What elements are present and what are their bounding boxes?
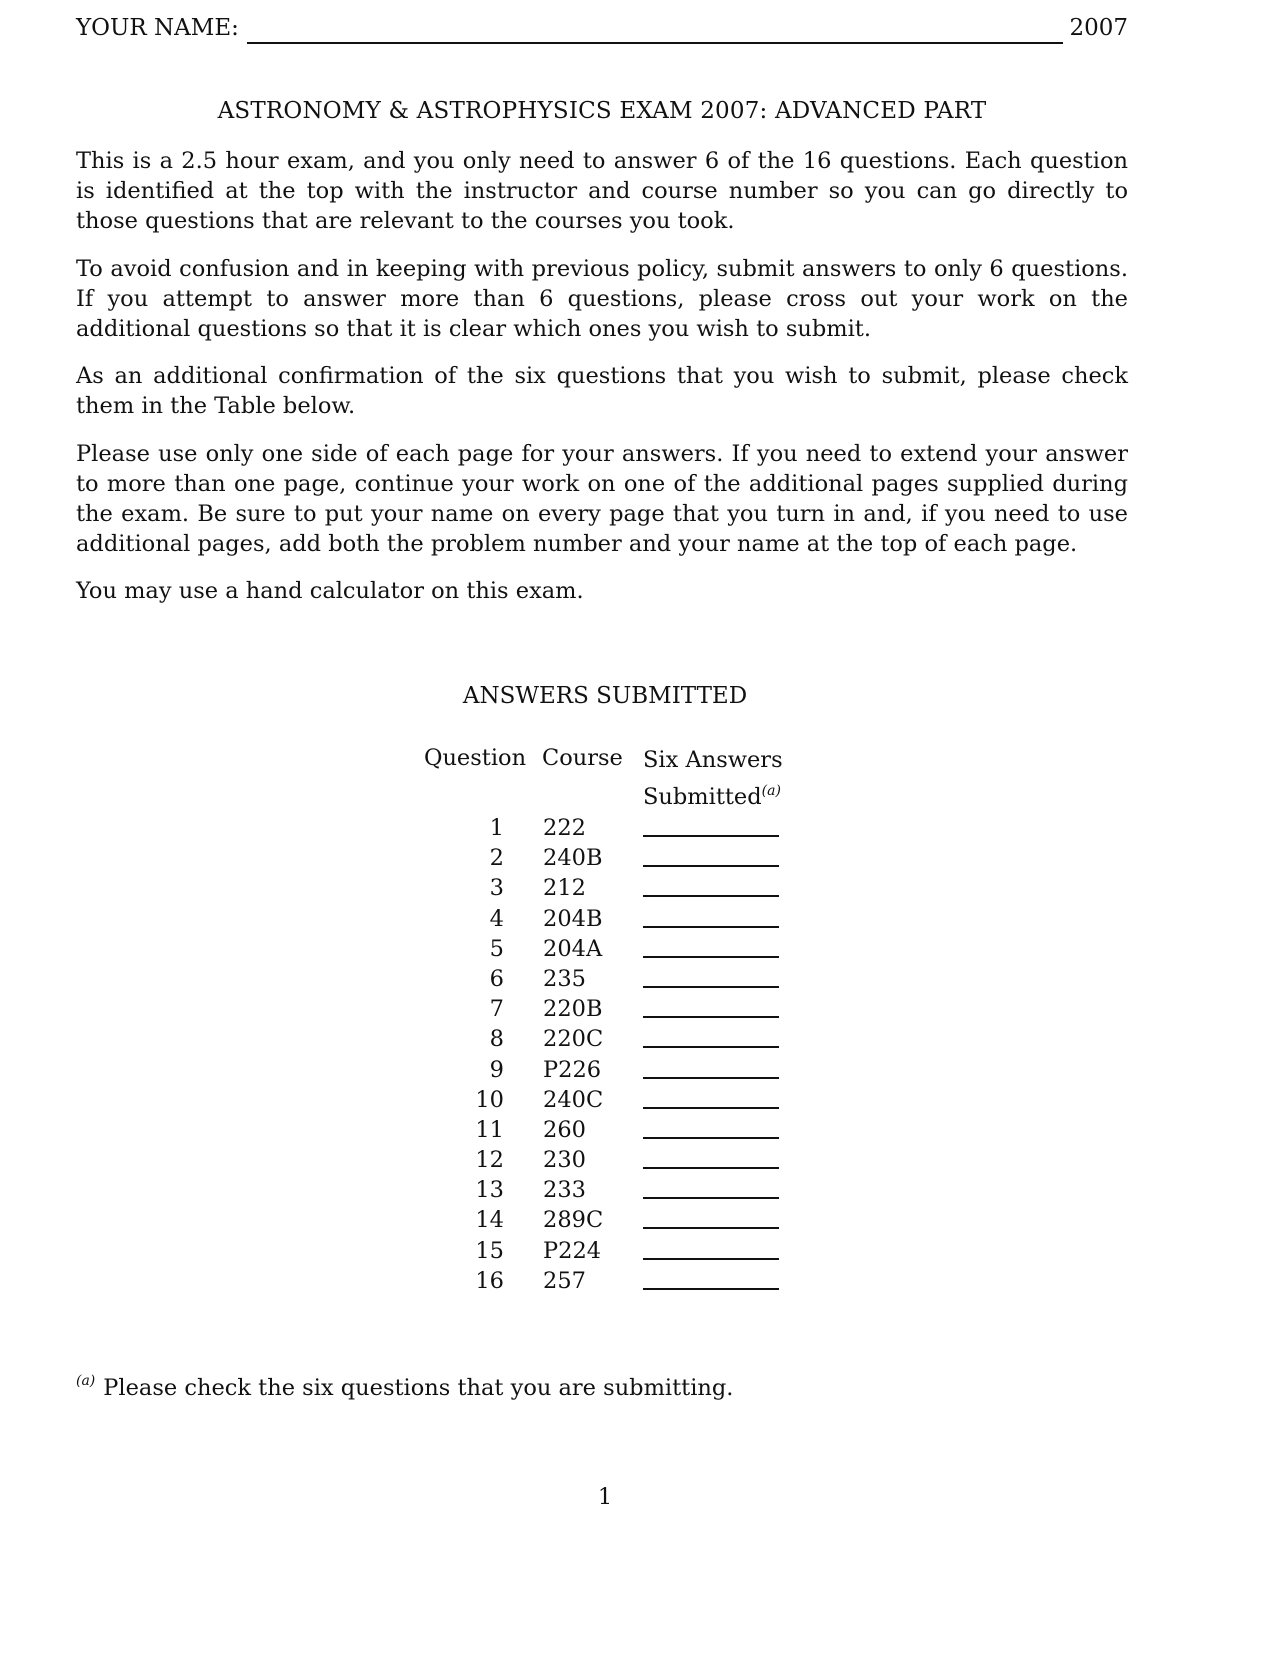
- paragraph: This is a 2.5 hour exam, and you only need to answer 6 of the 16 questions. Each question is identified at the top with the instructor and course number so you can go directly to those questions that are relevant to the courses you took.: [76, 148, 1128, 235]
- table-row: [420, 1238, 820, 1268]
- course-number: 212: [543, 875, 586, 902]
- table-row: [420, 1207, 820, 1237]
- course-number: 235: [543, 965, 586, 992]
- question-number: 14: [475, 1207, 504, 1234]
- course-number: 204A: [543, 935, 603, 962]
- footnote-marker: (a): [761, 783, 781, 799]
- course-number: 220C: [543, 1026, 604, 1053]
- course-number: 204B: [543, 905, 603, 932]
- answer-check-line[interactable]: [643, 835, 779, 837]
- name-label: YOUR NAME:: [76, 15, 239, 41]
- question-number: 2: [489, 845, 504, 872]
- paragraph: Please use only one side of each page for your answers. If you need to extend your answer to more than one page, continue your work on one of the additional pages supplied during the exam. Be sure to put your name on every page that you turn in and, if you need to use additional pages, add both the problem number and your name at the top of each page.: [76, 440, 1128, 558]
- course-number: 233: [543, 1177, 586, 1204]
- answer-check-line[interactable]: [643, 1016, 779, 1018]
- course-number: 220B: [543, 996, 603, 1023]
- answer-check-line[interactable]: [643, 1077, 779, 1079]
- question-number: 11: [475, 1116, 504, 1143]
- answer-check-line[interactable]: [643, 956, 779, 958]
- answer-check-line[interactable]: [643, 1167, 779, 1169]
- table-row: [420, 845, 820, 875]
- table-row: [420, 1268, 820, 1298]
- question-number: 4: [489, 905, 504, 932]
- table-row: [420, 1026, 820, 1056]
- table-row: [420, 906, 820, 936]
- course-number: 230: [543, 1147, 586, 1174]
- course-number: 260: [543, 1116, 586, 1143]
- question-number: 3: [489, 875, 504, 902]
- table-row: [420, 875, 820, 905]
- answer-check-line[interactable]: [643, 1137, 779, 1139]
- paragraph: You may use a hand calculator on this exam.: [76, 578, 584, 605]
- answers-table: [420, 745, 820, 1298]
- footnote-marker: (a): [76, 1373, 96, 1389]
- question-number: 16: [475, 1267, 504, 1294]
- paragraph: To avoid confusion and in keeping with previous policy, submit answers to only 6 questions. If you attempt to answer more than 6 questions, please cross out your work on the additional questions so that it is clear which ones you wish to submit.: [76, 255, 1128, 343]
- question-number: 7: [489, 996, 504, 1023]
- question-number: 10: [475, 1086, 504, 1113]
- table-row: [420, 1057, 820, 1087]
- exam-title: ASTRONOMY & ASTROPHYSICS EXAM 2007: ADVANCED PART: [217, 98, 987, 124]
- table-row: [420, 1087, 820, 1117]
- table-row: [420, 1147, 820, 1177]
- instructions: [76, 146, 1128, 624]
- table-row: [420, 1177, 820, 1207]
- page-number: 1: [597, 1484, 613, 1510]
- course-number: 257: [543, 1267, 586, 1294]
- column-header-question: Question: [424, 745, 527, 771]
- question-number: 12: [475, 1147, 504, 1174]
- answer-check-line[interactable]: [643, 926, 779, 928]
- answer-check-line[interactable]: [643, 1107, 779, 1109]
- course-number: 240C: [543, 1086, 604, 1113]
- table-row: [420, 996, 820, 1026]
- table-header: [420, 745, 820, 815]
- table-body: [420, 815, 820, 1298]
- answer-check-line[interactable]: [643, 1288, 779, 1290]
- name-row: [76, 12, 1128, 44]
- question-number: 1: [489, 815, 504, 841]
- answer-check-line[interactable]: [643, 1046, 779, 1048]
- answer-check-line[interactable]: [643, 1197, 779, 1199]
- question-number: 8: [489, 1026, 504, 1053]
- name-blank-line[interactable]: [247, 18, 1064, 44]
- question-number: 6: [489, 965, 504, 992]
- question-number: 15: [475, 1237, 504, 1264]
- table-row: [420, 815, 820, 845]
- table-row: [420, 1117, 820, 1147]
- answer-check-line[interactable]: [643, 895, 779, 897]
- answer-check-line[interactable]: [643, 1258, 779, 1260]
- column-header-six-answers: [643, 745, 783, 813]
- course-number: 222: [543, 815, 586, 841]
- course-number: 289C: [543, 1207, 604, 1234]
- question-number: 5: [489, 935, 504, 962]
- answers-heading: ANSWERS SUBMITTED: [462, 683, 748, 709]
- table-row: [420, 966, 820, 996]
- table-row: [420, 936, 820, 966]
- course-number: P224: [543, 1237, 602, 1264]
- paragraph: As an additional confirmation of the six questions that you wish to submit, please check them in the Table below.: [76, 363, 1128, 420]
- course-number: P226: [543, 1056, 602, 1083]
- answer-check-line[interactable]: [643, 1227, 779, 1229]
- question-number: 13: [475, 1177, 504, 1204]
- header-year: 2007: [1069, 15, 1128, 41]
- question-number: 9: [489, 1056, 504, 1083]
- course-number: 240B: [543, 845, 603, 872]
- answer-check-line[interactable]: [643, 986, 779, 988]
- answer-check-line[interactable]: [643, 865, 779, 867]
- column-header-six-line2: Submitted: [643, 784, 762, 810]
- column-header-course: Course: [542, 745, 623, 771]
- footnote: [76, 1373, 733, 1401]
- footnote-text: Please check the six questions that you are submitting.: [103, 1375, 734, 1401]
- column-header-six-line1: Six Answers: [643, 747, 783, 773]
